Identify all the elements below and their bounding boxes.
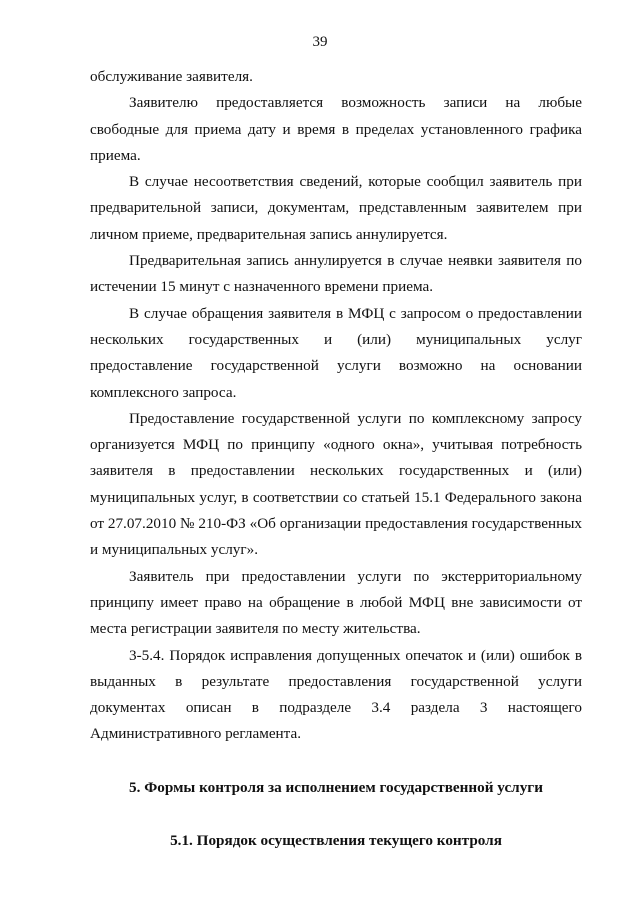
document-body xyxy=(90,64,582,854)
paragraph-booking-availability: Заявителю предоставляется возможность записи на любые свободные для приема дату и время в пределах установленного графика приема. xyxy=(90,94,582,164)
paragraph-complex-request: В случае обращения заявителя в МФЦ с запросом о предоставлении нескольких государственных и (или) муниципальных услуг предоставление государственной услуги возможно на основании комплексного запроса. xyxy=(90,304,582,401)
subsection-heading: 5.1. Порядок осуществления текущего контроля xyxy=(170,832,502,850)
page-number: 39 xyxy=(312,34,328,50)
paragraph-booking-mismatch: В случае несоответствия сведений, которые сообщил заявитель при предварительной записи, документам, представленным заявителем при личном приеме, предварительная запись аннулируется. xyxy=(90,173,582,243)
paragraph-booking-no-show: Предварительная запись аннулируется в случае неявки заявителя по истечении 15 минут с назначенного времени приема. xyxy=(90,252,582,296)
paragraph-continuation: обслуживание заявителя. xyxy=(90,68,253,85)
paragraph-extraterritorial: Заявитель при предоставлении услуги по экстерриториальному принципу имеет право на обращение в любой МФЦ вне зависимости от места регистрации заявителя по месту жительства. xyxy=(90,567,582,638)
section-heading: 5. Формы контроля за исполнением государственной услуги xyxy=(129,778,543,796)
paragraph-one-window: Предоставление государственной услуги по комплексному запросу организуется МФЦ по принципу «одного окна», учитывая потребность заявителя в предоставлении нескольких государственных и (или) муниципальных услуг, в соответствии со статьей 15.1 Федерального закона от 27.07.2010 № 210-ФЗ «Об организации предоставления государственных и муниципальных услуг». xyxy=(90,409,582,559)
paragraph-error-correction: 3-5.4. Порядок исправления допущенных опечаток и (или) ошибок в выданных в результате предоставления государственной услуги документах описан в подразделе 3.4 раздела 3 настоящего Административного регламента. xyxy=(90,646,582,743)
